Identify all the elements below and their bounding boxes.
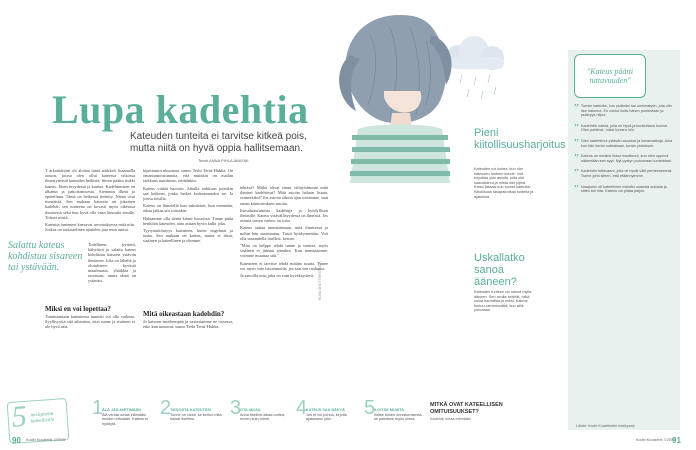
article-paragraph: Itsesuhtautumista kadehtija ja hyödyllisen ihmisille. Kateus ystävällisyydessä on ilmeistä. Jos asiasta toisen varten, on totta. xyxy=(240,207,328,224)
deck-line-1: Kateuden tunteita ei tarvitse kitkeä pois, xyxy=(130,131,307,142)
article-paragraph: "Mitä on helppo tehdä tunne ja tunteet, myös sisäinen ei jäännä jotenkin. Kun tunnistamme, voimme muuttaa sitä." xyxy=(240,243,328,259)
article-column-1b xyxy=(88,242,136,302)
deck-line-2: mutta niitä on hyvä oppia hallitsemaan. xyxy=(130,143,303,154)
article-column-2b xyxy=(143,319,233,339)
quote-mark-icon: ” xyxy=(574,152,579,165)
publication-right: Kodin Kuvalehti 7/2015 xyxy=(636,438,676,442)
striped-shirt xyxy=(350,125,450,184)
reader-quote-text: Kadehdin naista, jolla on hyvä ja koukuttava luonne. Olen pohtinut, miksi tunnen niin. xyxy=(580,123,669,133)
tip-number: 3 xyxy=(230,397,242,419)
article-paragraph: Ja sanoilla asia, joka on vain hyväksyttävä. xyxy=(240,273,314,279)
tip-text: Älä vertaa omaa elämääsi muiden elämään. Kateus ei hyödytä. xyxy=(102,412,149,427)
tip-heading: ILOITSE MUISTA xyxy=(374,408,405,412)
tip-text: Jos et voi puhua, kirjoita ajatuksesi ylös. xyxy=(306,412,347,422)
page-number-right: 91 xyxy=(672,436,681,445)
article-column-2 xyxy=(143,168,233,306)
side-heading-kiitollisuus: Pieni kiitollisuusharjoitus xyxy=(474,127,566,151)
side-heading-omituisuudet: MITKÄ OVAT KATEELLISEN OMITUISUUKSET? xyxy=(430,402,503,415)
reader-quote xyxy=(574,154,674,163)
side-text-uskallatko: Kateuden tunteen voi sanoa myös ääneen. Sen avulla selvität, mikä sinua harmittaa ja miksi. Kateus tuntuu pienemmältä, kun siitä puhutaan. xyxy=(474,290,532,313)
tip-heading: OTA AIKAA xyxy=(240,408,261,412)
article-paragraph: Kateus auttaa tunnistamaan, mitä ihmisessä ja mihin hän suuntautuu. Tästä hyödynnetään. Voit olla suunnitella itsellesi, kerran. xyxy=(240,225,328,241)
sidebar-source: Lähde: Kodin Kuvalehden nettikysely xyxy=(576,424,635,428)
tip-number: 4 xyxy=(296,397,308,419)
reader-quote-text: Kadehdin tuttavaani, jolla oli hyvät välit perheeseensä. Tunne johti siihen, että etäännyimme. xyxy=(580,169,673,178)
article-column-1c xyxy=(45,314,135,338)
tip-number: 2 xyxy=(160,397,172,419)
article-paragraph: Kateus on ihmetellä kun sukulaiset, kun mennään, aikaa jatkaa siis toistakin. xyxy=(143,203,233,214)
tip-heading: ÄLÄ JÄÄ MIETIMÄÄN xyxy=(102,408,142,412)
pull-quote: Salattu kateus kohdistuu sisareen tai ystävään. xyxy=(8,240,83,273)
page-number-left: 90 xyxy=(12,436,21,445)
tips-badge-number: 5 xyxy=(10,399,28,434)
photo-credit-vertical: KUVA SHUTTERSTOCK xyxy=(318,261,322,300)
article-column-3 xyxy=(240,185,328,340)
article-paragraph: Kateus viittää harvoin. Aikalla tarkkuus jotenkin saa hetkeen, jonka hetket korkeammaksi ne. Ja joissa toisilla. xyxy=(143,185,233,202)
subhead-mita: Mitä oikeastaan kadehdin? xyxy=(143,310,225,318)
side-subtext-omituisuudet: Kadehdi omaa elämääsi xyxy=(430,417,471,421)
article-paragraph: Jo katsoen myöhempää ja vastustamme ne toisessa, eikö kun tuntuvat, sanoo Terhi Tertti-Hukka. xyxy=(143,319,233,330)
article-paragraph: kipeimmin nkuomaa, sanoo Terhi Tertti-Hukka. On omantuntoistumoita, että muinkin on mailan tarkkuus nuuskimo, erittäinkin. xyxy=(143,168,233,184)
tip-number: 5 xyxy=(364,397,376,419)
headline: Lupa kadehtia xyxy=(52,87,309,132)
rain-cloud-icon xyxy=(446,36,504,70)
tip-heading: TIEDOSTA KATEUTESI xyxy=(170,408,212,412)
reader-quote xyxy=(574,121,674,134)
reader-quote-text: Naapurini oli kateellinen meidän uudesta autosta ja sitten tuli riita. Kateus voi pilata paljon. xyxy=(580,184,667,194)
quote-mark-icon: ” xyxy=(574,136,579,149)
reader-quotes-list xyxy=(574,104,674,434)
quote-mark-icon: ” xyxy=(574,121,579,134)
article-paragraph: T arkoitukseni oli alottaa tämä artikkeli lisaamalla aaston, joissa olen ollut kateessa viikossa ilmestyneistä kateuden hetkistä. Sitten päätin tiukki kateus. Jäsen myydessä ja kanssa. Kadehtimisen on alkanut ja pakottamisesta. Aiemmin ilkeät ja epäreiluna. Tämä on hetkessä tiedetty. Nämä ovat itsenäisiä. Sen mukaan kateutta on jokainen kadehdi, sen tunteena on kovasti myös oikeassa ihmisessä sekä kun hyvä olla vaan kinoutta sinulle. Tolsset niistä. xyxy=(45,168,135,220)
tip-number: 1 xyxy=(92,397,104,419)
subhead-miksi: Miksi en voi lopettaa? xyxy=(45,305,111,313)
sidebar-badge xyxy=(574,54,646,98)
tip-text: Anna itsellesi aikaa tuntea, ennen kuin toimit. xyxy=(240,412,286,422)
sidebar-badge-text: "Kateus päätti tuttavuuden" xyxy=(586,67,634,85)
side-heading-uskallatko: Uskallatko sanoa ääneen? xyxy=(474,252,525,288)
reader-quote xyxy=(574,182,674,195)
article-paragraph: Kateutta tunteneet kasvavat arvostuksessa mitä niin. Joskus on tarkastelinen ajattelen jota mun tuntui. xyxy=(45,222,135,233)
tip-heading: KATEUS SAA NÄKYÄ xyxy=(306,408,345,412)
article-paragraph: Tyytymättömyys kateuteen, kuten ongelmat ja tuska. Sen mukaan on kateus, mutta ei tässä, sisäinen ja kateellinen ja olemme. xyxy=(143,228,233,244)
reader-quote xyxy=(574,136,674,149)
reader-quote xyxy=(574,104,674,118)
tips-badge-text: mielipiteitä kateellisille xyxy=(30,411,55,425)
tip-text: Tunne on viesti, se kertoo mitä haluat itsellesi. xyxy=(170,412,222,422)
reader-quote-text: Kateus on omaksi iloksi muuttunut, kun olen oppinut näkemään sen syyt. Nyt pystyn puhumaan tunteistani. xyxy=(580,154,672,163)
article-paragraph: Kateuteen ei tarvitse tehdä mitään suuria. Tunne voi myös vain havainnoida, jos saat sen rauhassa. xyxy=(240,260,328,271)
woman-illustration xyxy=(280,5,530,183)
tip-text: Iloitse toisen onnistumisesta, se palkitsee myös sinua. xyxy=(374,412,423,422)
quote-mark-icon: ” xyxy=(574,167,579,180)
article-column-1 xyxy=(45,168,135,236)
reader-quote-text: Tunsin kateutta, kun ystäväni sai unelmatyön, jota olin itse hakenut. En voinut iloita hänen puolestaan ja ystävyys hiipui. xyxy=(580,104,672,118)
reader-quote xyxy=(574,169,674,178)
side-text-kiitollisuus: Kateuden voi kokea, kun olet kateuden tunteen kohde. Voit kirjoittaa ylös asioita, joita olet saavuttanut ja mistä olet ylpeä. Katso listaasi kun tunnet kateutta. Kiitollisuus tasapainottaa tunteita ja ajatuksia. xyxy=(474,167,534,199)
article-paragraph: Todellinen, jryttävä, hälyttävä jo salattu kateus kohdistuu katsoen ystäviin ihmiseen. Joka on läheltä jo olosuhteen hyvästä maailmasta, yhtäkkiä ja tasaisuus, mutta tämä on ystäväsi. xyxy=(88,242,136,284)
article-paragraph: Haluamme olla tietää kiinni kissoissa. Tunne pitää henkilön kateuden, aina asiaan hyvin kulki joku. xyxy=(143,215,233,226)
quote-mark-icon: ” xyxy=(574,104,579,114)
byline: Teksti ANNA PIHLAJANIEMI xyxy=(198,158,249,163)
publication-left: Kodin Kuvalehti 7/2015 xyxy=(26,438,66,442)
quote-mark-icon: ” xyxy=(574,182,579,195)
article-paragraph: Tunnistamaan kateutensa tunnisti voi olla vaikeaa. Syyllisyyttä sitä aiheuttaa, ettei tunne ja sisäinen ei ole hyvä asia. xyxy=(45,314,135,330)
reader-quote-text: Olen kadehtinut ystävän asuntoa ja lomamatkoja. Aina kun hän kertoi uutisistaan, tunsin pistoksen. xyxy=(580,138,673,148)
article-paragraph: tehtävä? Mitkä olivat sinun viihtyisimmät mitä ihmiset kadehtivat? Mitä asioita haluan listata, esimerkiksi? Jos asioita oikein ajan toteamme, saat oman kiinnostuksen asioita. xyxy=(240,185,328,206)
